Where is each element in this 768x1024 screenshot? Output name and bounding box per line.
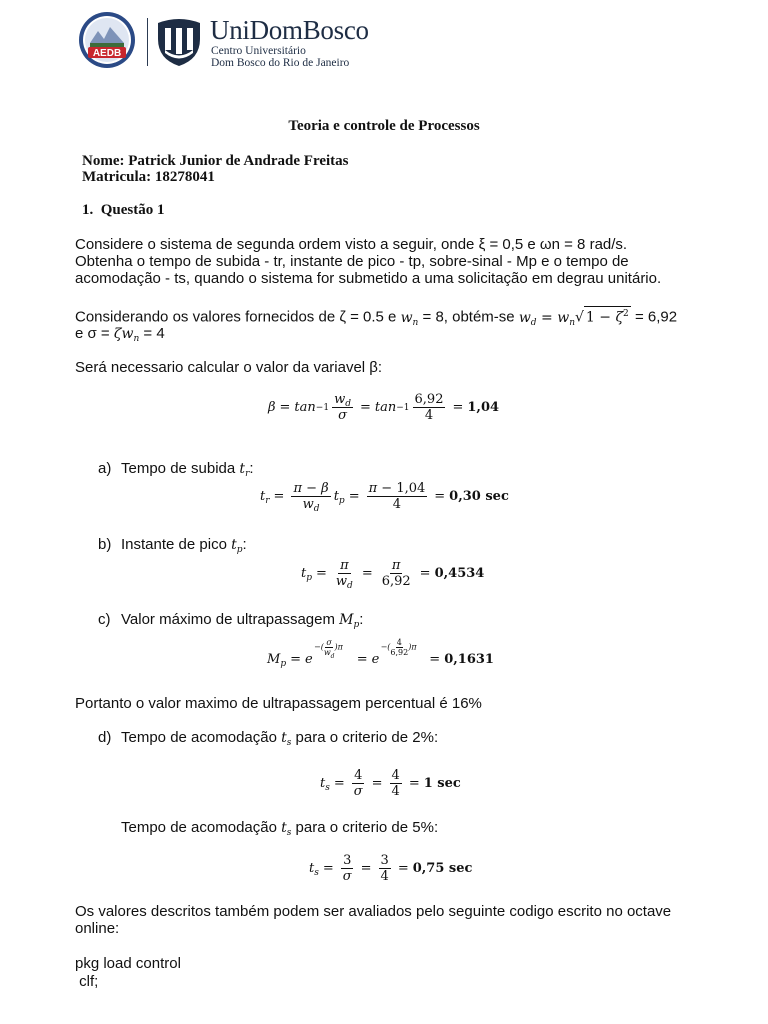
overshoot-result: 0,1631: [444, 652, 494, 667]
item-c-label: Valor máximo de ultrapassagem $M_p$:: [121, 611, 364, 630]
settling-time-2pct-equation: $t_s$ = $\frac{4}{\sigma}$ = $\frac{4}{4}$ = 1 sec: [320, 768, 461, 799]
code-line-2: clf;: [75, 973, 99, 990]
brand-subtitle-line1: Centro Universitário: [211, 45, 306, 57]
peak-time-equation: $t_p$ = $\frac{\pi}{w_d}$ = $\frac{\pi}{6,92}$ = 0,4534: [301, 558, 485, 591]
beta-intro: Será necessario calcular o valor da variavel β:: [75, 359, 383, 376]
rise-time-result: 0,30 sec: [449, 489, 509, 504]
document-title: Teoria e controle de Processos: [288, 118, 480, 134]
sigma-line: e $\sigma = \zeta w_n = 4$: [75, 325, 165, 344]
student-id: Matricula: 18278041: [82, 169, 215, 185]
student-name: Nome: Patrick Junior de Andrade Freitas: [82, 153, 349, 169]
item-b-marker: b): [98, 536, 112, 553]
code-line-1: pkg load control: [75, 955, 181, 972]
item-d-label: Tempo de acomodação $t_s$ para o criterio de 2%:: [121, 729, 439, 748]
given-values-line: Considerando os valores fornecidos de ζ = 0.5 e $w_n = 8$, obtém-se $w_d = w_n√$ $1 - \zeta^2 = 6,92$: [75, 306, 677, 327]
overshoot-equation: $M_p$ = e −( $\frac{\sigma}{w_d}$ )π = e −( $\frac{4}{6,92}$ )π = 0,1631: [267, 638, 494, 669]
item-d-marker: d): [98, 729, 112, 746]
octave-note-line-1: Os valores descritos também podem ser avaliados pelo seguinte codigo escrito no octave: [75, 903, 672, 920]
beta-result: 1,04: [467, 400, 500, 415]
peak-time-result: 0,4534: [434, 566, 485, 581]
settling-time-5pct-equation: $t_s$ = $\frac{3}{\sigma}$ = $\frac{3}{4}$ = 0,75 sec: [309, 853, 473, 884]
intro-line-2: Obtenha o tempo de subida - tr, instante de pico - tp, sobre-sinal - Mp e o tempo de: [75, 253, 629, 270]
item-b-label: Instante de pico $t_p$:: [121, 536, 247, 555]
question-heading: 1. Questão 1: [82, 202, 165, 218]
unidombosco-emblem: [156, 17, 202, 67]
settling-5pct-label: Tempo de acomodação $t_s$ para o criterio de 5%:: [121, 819, 439, 838]
header-divider: [147, 18, 148, 66]
brand-name: UniDomBosco: [210, 15, 369, 45]
overshoot-conclusion: Portanto o valor maximo de ultrapassagem percentual é 16%: [75, 695, 482, 712]
octave-note-line-2: online:: [75, 920, 120, 937]
item-c-marker: c): [98, 611, 111, 628]
aedb-seal-logo: [78, 11, 136, 69]
brand-subtitle-line2: Dom Bosco do Rio de Janeiro: [211, 57, 350, 69]
settling-time-2pct-result: 1 sec: [423, 776, 461, 791]
settling-time-5pct-result: 0,75 sec: [412, 861, 473, 876]
beta-equation: β = tan −1 $\frac{w_d}{\sigma}$ = tan −1 $\frac{6,92}{4}$ = 1,04: [268, 392, 500, 423]
intro-line-1: Considere o sistema de segunda ordem visto a seguir, onde ξ = 0,5 e ωn = 8 rad/s.: [75, 236, 628, 253]
item-a-label: Tempo de subida $t_r$:: [121, 460, 254, 479]
intro-line-3: acomodação - ts, quando o sistema for submetido a uma solicitação em degrau unitário.: [75, 270, 662, 287]
item-a-marker: a): [98, 460, 112, 477]
seal-text: AEDB: [92, 48, 122, 59]
rise-time-equation: $t_r$ = $\frac{\pi - \beta}{w_d}$ $t_p$ = $\frac{\pi - 1,04}{4}$ = 0,30 sec: [260, 481, 509, 514]
